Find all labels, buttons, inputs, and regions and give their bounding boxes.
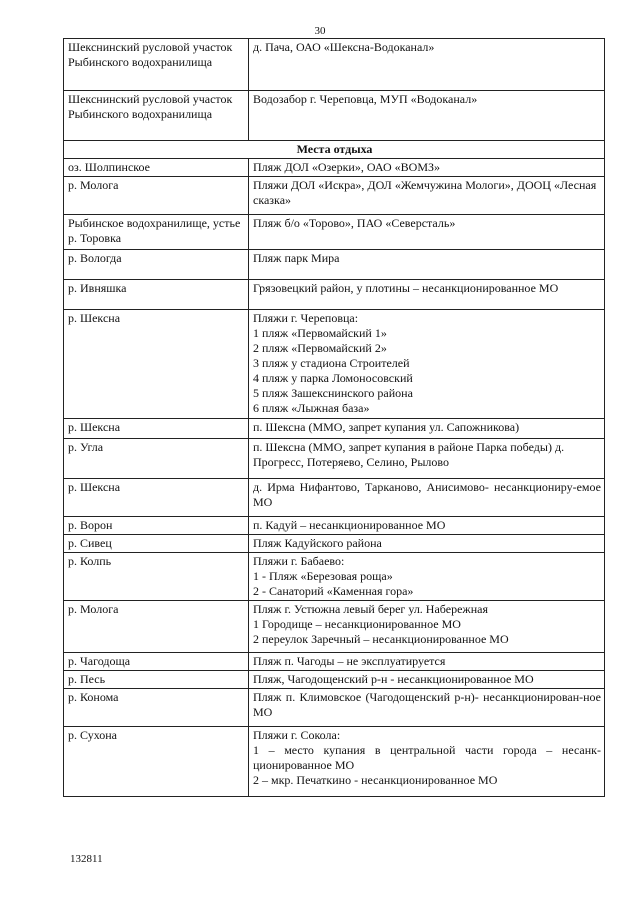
water-body-cell: р. Ворон	[64, 517, 249, 535]
table-row	[64, 39, 605, 91]
place-cell	[249, 479, 605, 517]
water-body-cell: р. Молога	[64, 177, 249, 215]
table-row	[64, 177, 605, 215]
place-line: Пляж п. Чагоды – не эксплуатируется	[253, 654, 446, 668]
place-line: 1 Городище – несанкционированное МО	[253, 617, 461, 631]
place-line: 1 пляж «Первомайский 1»	[253, 326, 387, 340]
place-cell	[249, 250, 605, 280]
place-line: Пляж, Чагодощенский р-н - несанкционированное МО	[253, 672, 534, 686]
table-row	[64, 159, 605, 177]
place-cell	[249, 689, 605, 727]
place-cell	[249, 727, 605, 797]
table-row	[64, 601, 605, 653]
table-row	[64, 689, 605, 727]
place-cell	[249, 671, 605, 689]
place-line: Пляжи г. Череповца:	[253, 311, 359, 325]
water-body-cell: р. Чагодоща	[64, 653, 249, 671]
place-line: Пляж б/о «Торово», ПАО «Северсталь»	[253, 216, 456, 230]
water-body-cell: р. Колпь	[64, 553, 249, 601]
place-cell	[249, 177, 605, 215]
water-body-cell: р. Шексна	[64, 310, 249, 419]
water-body-cell: р. Ивняшка	[64, 280, 249, 310]
water-body-cell: оз. Шолпинское	[64, 159, 249, 177]
place-line: 2 – мкр. Печаткино - несанкционированное МО	[253, 773, 498, 787]
table-row	[64, 479, 605, 517]
place-cell	[249, 419, 605, 439]
water-body-cell: р. Угла	[64, 439, 249, 479]
page-number: 30	[314, 25, 326, 37]
place-cell	[249, 91, 605, 141]
document-code: 132811	[70, 853, 103, 865]
place-cell	[249, 601, 605, 653]
place-line: 2 переулок Заречный – несанкционированное МО	[253, 632, 509, 646]
place-line: Пляж ДОЛ «Озерки», ОАО «ВОМЗ»	[253, 160, 440, 174]
section-title: Места отдыха	[64, 141, 605, 159]
water-body-cell: р. Шексна	[64, 419, 249, 439]
table-row	[64, 727, 605, 797]
water-body-cell: р. Конома	[64, 689, 249, 727]
place-line: Пляж п. Климовское (Чагодощенский р-н)- несанкционирован-ное МО	[253, 690, 601, 719]
water-body-cell: р. Вологда	[64, 250, 249, 280]
place-line: Пляжи г. Бабаево:	[253, 554, 345, 568]
table-row	[64, 419, 605, 439]
place-line: п. Шексна (ММО, запрет купания в районе Парка победы) д. Прогресс, Потеряево, Селино, Рылово	[253, 440, 565, 469]
water-body-cell: Рыбинское водохранилище, устье р. Торовка	[64, 215, 249, 250]
place-line: Пляж Кадуйского района	[253, 536, 382, 550]
water-body-cell: Шекснинский русловой участок Рыбинского водохранилища	[64, 91, 249, 141]
place-cell	[249, 535, 605, 553]
place-line: п. Шексна (ММО, запрет купания ул. Сапожникова)	[253, 420, 520, 434]
place-cell	[249, 653, 605, 671]
place-cell	[249, 517, 605, 535]
place-line: 3 пляж у стадиона Строителей	[253, 356, 410, 370]
water-body-cell: Шекснинский русловой участок Рыбинского водохранилища	[64, 39, 249, 91]
table-row	[64, 553, 605, 601]
table-row	[64, 439, 605, 479]
place-line: 5 пляж Зашекснинского района	[253, 386, 413, 400]
section-header-row	[64, 141, 605, 159]
table-row	[64, 280, 605, 310]
place-line: 2 - Санаторий «Каменная гора»	[253, 584, 414, 598]
place-line: 1 - Пляж «Березовая роща»	[253, 569, 393, 583]
place-line: Пляжи г. Сокола:	[253, 728, 341, 742]
water-bodies-table	[63, 38, 605, 797]
place-cell	[249, 215, 605, 250]
place-line: Водозабор г. Череповца, МУП «Водоканал»	[253, 92, 478, 106]
water-body-cell: р. Шексна	[64, 479, 249, 517]
table-row	[64, 535, 605, 553]
place-line: Грязовецкий район, у плотины – несанкционированное МО	[253, 281, 559, 295]
place-line: Пляж г. Устюжна левый берег ул. Набережная	[253, 602, 488, 616]
place-cell	[249, 553, 605, 601]
table-row	[64, 310, 605, 419]
place-line: 4 пляж у парка Ломоносовский	[253, 371, 413, 385]
table-row	[64, 653, 605, 671]
place-line: 6 пляж «Лыжная база»	[253, 401, 370, 415]
table-row	[64, 671, 605, 689]
place-cell	[249, 439, 605, 479]
place-line: п. Кадуй – несанкционированное МО	[253, 518, 446, 532]
water-body-cell: р. Молога	[64, 601, 249, 653]
water-body-cell: р. Сивец	[64, 535, 249, 553]
table-row	[64, 250, 605, 280]
table-row	[64, 91, 605, 141]
place-cell	[249, 310, 605, 419]
water-body-cell: р. Сухона	[64, 727, 249, 797]
place-cell	[249, 159, 605, 177]
place-line: Пляжи ДОЛ «Искра», ДОЛ «Жемчужина Мологи», ДООЦ «Лесная сказка»	[253, 178, 597, 207]
place-cell	[249, 280, 605, 310]
place-line: Пляж парк Мира	[253, 251, 340, 265]
place-line: 1 – место купания в центральной части города – несанк-ционированное МО	[253, 743, 601, 772]
place-line: д. Ирма Нифантово, Тарканово, Анисимово- несанкциониру-емое МО	[253, 480, 601, 509]
place-line: 2 пляж «Первомайский 2»	[253, 341, 387, 355]
table-row	[64, 215, 605, 250]
water-body-cell: р. Песь	[64, 671, 249, 689]
table-row	[64, 517, 605, 535]
place-cell	[249, 39, 605, 91]
place-line: д. Пача, ОАО «Шексна-Водоканал»	[253, 40, 435, 54]
